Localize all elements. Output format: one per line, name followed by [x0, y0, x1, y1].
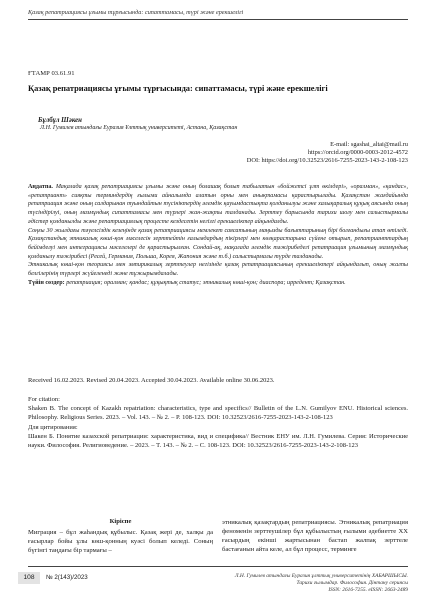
running-header: Қазақ репатриациясы ұғымы тұрғысында: сипаттамасы, түрі және ерекшелігі: [28, 9, 244, 16]
citation-en-label: For citation:: [28, 396, 60, 403]
footer-journal-line-2: Тарихи ғылымдар. Философия. Дінтану сериясы: [296, 579, 408, 586]
footer-journal-line-1: Л.Н. Гумилев атындағы Еуразия ұлттық университетінің ХАБАРШЫСЫ.: [234, 573, 408, 579]
keywords-label: Түйін сөздер:: [28, 279, 65, 286]
abstract-text-1: Мақалада қазақ репатриациясы ұғымы және оның болашақ болып табылатын «бойжетсі ұлт өкілдері», «оралман», «қандас», «репатриант» сияқты терминдердің ғылыми айналымда алатын орны мен анықтамасы қарастырылады. Қазақстан жағдайында репатриация және оның салдарынан туындайтын түсініктердің әлемдік қауымдастықта қолданылуы және халықаралық құқық аясында оның түсіндірілуі, оның мазмұндық сипаттамасы мен түрлері жан-жақты талданады. Зерттеу барысында тарихи шолу мен салыстырмалы әдістер қолданылды және репатриациялық процесте кездесетін негізгі ерекшеліктер айқындалды.: [28, 184, 408, 225]
abstract-label: Аңдатпа.: [28, 184, 53, 190]
author-email[interactable]: E-mail: sgashai_altai@mail.ru: [330, 141, 408, 148]
section-title-introduction: Кіріспе: [109, 518, 132, 525]
footer-journal-line-3: ISSN: 2616-7255. eISSN: 2663-2489: [328, 586, 408, 593]
body-column-right: этникалық қазақтардың репатриациясы. Этникалық репатриация феноменін зерттеушілер бұл құбылыстың ғылыми әдебиетте ХХ ғасырдың екінші жартысынан бастап жалпақ зерттеле бастағанын айта келе, ал бұл процесс, терминге: [222, 519, 408, 553]
top-rule: [28, 19, 408, 20]
citation-en-text: Shaken B. The concept of Kazakh repatriation: characteristics, type and specifics// Bulletin of the L.N. Gumilyov ENU. Historical sciences. Philosophy. Religious Series. 2023. – Vol. 143. – № 2. – P. 108-123. DOI: 10.32523/2616-7255-2023-143-2-108-123: [28, 405, 408, 422]
page-number: 108: [18, 572, 40, 584]
article-doi[interactable]: DOI: https://doi.org/10.32523/2616-7255-2023-143-2-108-123: [246, 157, 408, 165]
body-column-left: Миграция – бұл жаһандық құбылыс. Қазақ жері де, халқы да ғасырлар бойы ұлы көш-қонның куәсі болып келеді. Соның бүгінгі таңдағы бір тармағы –: [28, 529, 213, 554]
citation-block: [28, 395, 408, 450]
bottom-rule: [28, 566, 408, 567]
author-affiliation: Л.Н. Гумилев атындағы Еуразия Ұлттық университеті, Астана, Қазақстан: [40, 125, 238, 131]
author-name: Бұлбұл Шәкен: [38, 117, 82, 124]
abstract-paragraph-2: Соңғы 30 жылдағы тәуелсіздік кезеңінде қазақ репатриациясы мемлекет саясатының маңызды бағыттарының бірі болғандығы атап өтіледі. Қазақстандық этникалық көші-қон мәселесін зерттейтін ғалымдардың пікірлері мен көзқарастарына сүйене отырып, репатрианттардың бейімделуі мен интеграциясы мәселелері де қарастырылған. Сондай-ақ, мақалада әлемдік тәжірибедегі репатриация ұғымының мазмұндық қолданылу тәжірибесі (Ресей, Германия, Польша, Корея, Жапония және т.б.) салыстырмалы түрде талданады.: [28, 227, 408, 260]
abstract-paragraph-3: Этникалық көші-қон теориясы мен эмпирикалық зерттеулер негізінде қазақ репатриациясының ерекшеліктері айқындалып, оның жалпы белгілерінің түрлері жүйеленеді және тұжырымдалады.: [28, 262, 408, 278]
footer-journal-info: [235, 573, 408, 593]
issue-number: № 2(143)/2023: [46, 574, 88, 581]
article-title: Қазақ репатриациясы ұғымы тұрғысында: сипаттамасы, түрі және ерекшелігі: [28, 84, 328, 93]
abstract: [28, 183, 408, 287]
keywords-text: репатриация; оралман; қандас; құқықтық статус; этникалық көші-қон; диаспора; ирредент; Қазақстан.: [66, 279, 346, 286]
citation-ru-label: Для цитирования:: [28, 423, 78, 431]
keywords: [28, 279, 408, 288]
author-orcid[interactable]: https://orcid.org/0000-0003-2012-4572: [307, 149, 408, 157]
contact-block: [247, 141, 408, 166]
abstract-paragraph-1: [28, 183, 408, 227]
article-dates: Received 16.02.2023. Revised 20.04.2023. Accepted 30.04.2023. Available online 30.06.2023.: [28, 377, 275, 384]
citation-ru-text: Шакен Б. Понятие казахской репатриации: характеристика, вид и специфика// Вестник ЕНУ им. Л.Н. Гумилева. Серия: Исторические науки. Философия. Религиоведение. – 2023. – Т. 143. – № 2. – С. 108-123. DOI: 10.32523/2616-7255-2023-143-2-108-123: [28, 432, 408, 450]
irsti-code: ҒТАМР 03.61.91: [28, 70, 75, 77]
